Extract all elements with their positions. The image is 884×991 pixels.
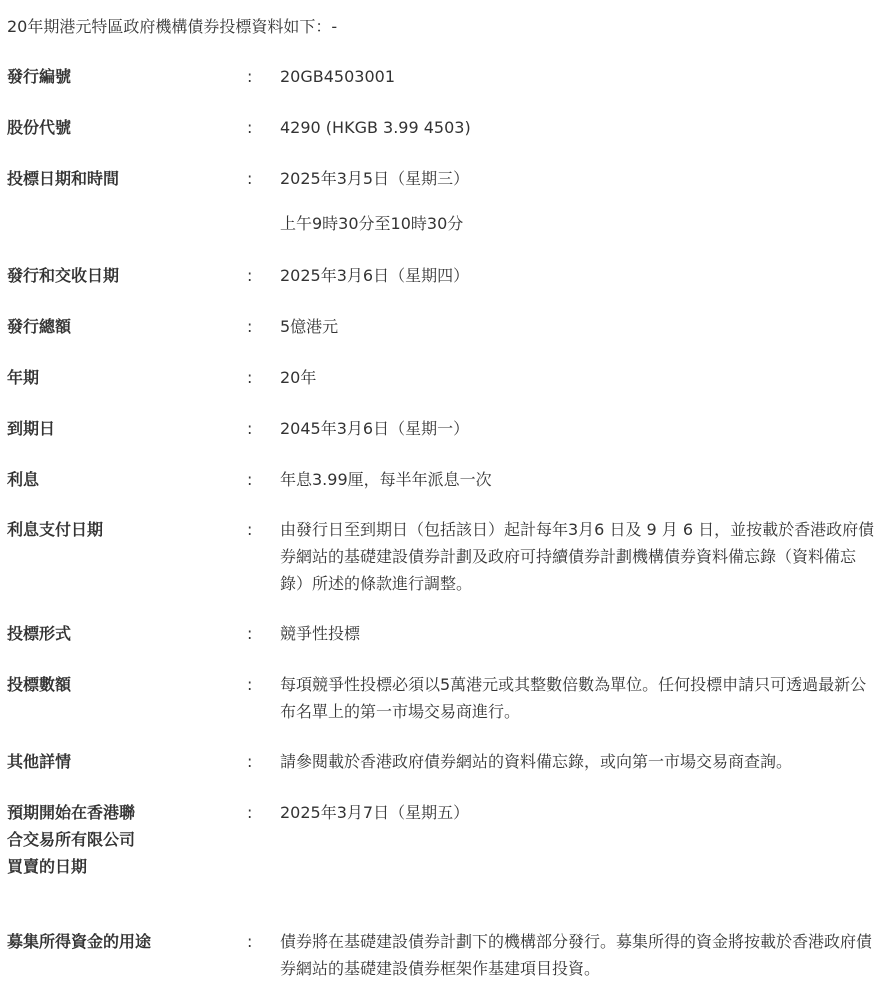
row-value: 4290 (HKGB 3.99 4503) — [280, 118, 471, 137]
row-label: 投標形式 — [7, 624, 72, 643]
row-value: 2025年3月7日（星期五） — [280, 803, 470, 822]
row-label: 發行和交收日期 — [7, 266, 120, 285]
row-value: 每項競爭性投標必須以5萬港元或其整數倍數為單位。任何投標申請只可透過最新公布名單上的第一市場交易商進行。 — [280, 675, 867, 721]
row-label: 利息 — [7, 470, 40, 489]
row-label: 股份代號 — [7, 118, 72, 137]
row-colon: : — [247, 419, 253, 438]
row-colon: : — [247, 675, 253, 694]
row-value: 20年 — [280, 368, 317, 387]
row-value-line: 2025年3月5日（星期三） — [280, 169, 470, 188]
row-colon: : — [247, 266, 253, 285]
row-label: 到期日 — [7, 419, 56, 438]
row-value: 由發行日至到期日（包括該日）起計每年3月6 日及 9 月 6 日，並按載於香港政府債券網站的基礎建設債券計劃及政府可持續債券計劃機構債券資料備忘錄（資料備忘錄）所述的條款進行調整。 — [280, 520, 875, 593]
row-label: 利息支付日期 — [7, 520, 104, 539]
row-colon: : — [247, 932, 253, 951]
row-value: 2025年3月6日（星期四） — [280, 266, 470, 285]
row-colon: : — [247, 752, 253, 771]
row-colon: : — [247, 317, 253, 336]
row-label: 投標數額 — [7, 675, 72, 694]
row-colon: : — [247, 67, 253, 86]
row-value: 年息3.99厘，每半年派息一次 — [280, 470, 492, 489]
row-colon: : — [247, 118, 253, 137]
row-value: 2045年3月6日（星期一） — [280, 419, 470, 438]
row-value-line-2: 上午9時30分至10時30分 — [280, 214, 464, 233]
row-label: 發行總額 — [7, 317, 72, 336]
row-label: 年期 — [7, 368, 40, 387]
row-value — [280, 165, 876, 237]
row-label: 募集所得資金的用途 — [7, 932, 152, 951]
row-colon: : — [247, 624, 253, 643]
row-label: 投標日期和時間 — [7, 169, 120, 188]
row-colon: : — [247, 803, 253, 822]
row-colon: : — [247, 368, 253, 387]
row-value: 競爭性投標 — [280, 624, 361, 643]
row-value: 20GB4503001 — [280, 67, 395, 86]
row-label: 預期開始在香港聯合交易所有限公司買賣的日期 — [7, 803, 136, 876]
row-label: 其他詳情 — [7, 752, 72, 771]
row-label: 發行編號 — [7, 67, 72, 86]
row-value: 請參閱載於香港政府債券網站的資料備忘錄，或向第一市場交易商查詢。 — [280, 752, 793, 771]
row-colon: : — [247, 169, 253, 188]
row-value: 5億港元 — [280, 317, 339, 336]
row-value: 債券將在基礎建設債券計劃下的機構部分發行。募集所得的資金將按載於香港政府債券網站的基礎建設債券框架作基建項目投資。 — [280, 932, 873, 978]
intro-text: 20年期港元特區政府機構債券投標資料如下：- — [7, 17, 338, 36]
row-colon: : — [247, 520, 253, 539]
row-colon: : — [247, 470, 253, 489]
